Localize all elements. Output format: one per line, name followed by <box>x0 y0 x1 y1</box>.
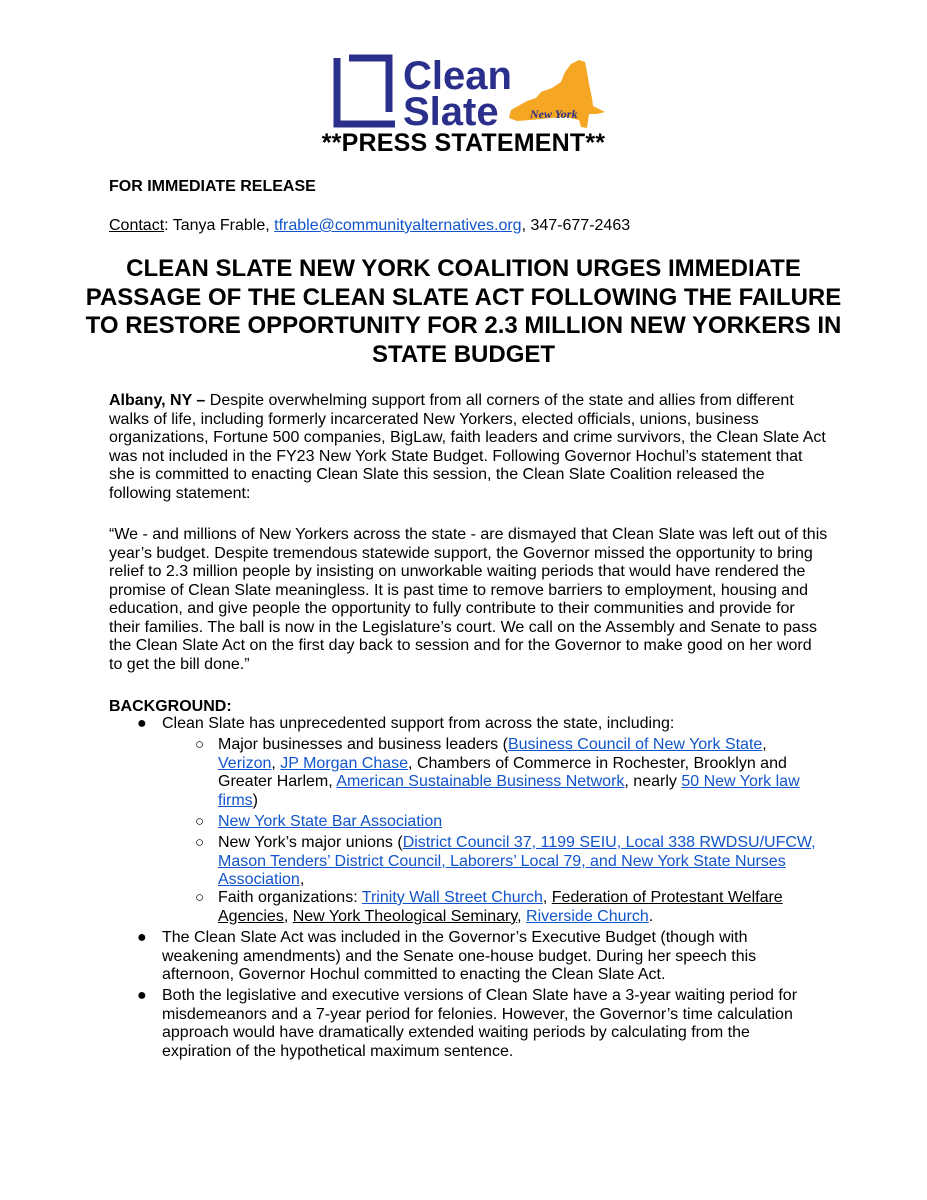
contact-email-link[interactable]: tfrable@communityalternatives.org <box>274 217 522 234</box>
sub-text: , Chambers of Commerce in Rochester, Brooklyn and Greater Harlem, <box>218 754 787 790</box>
logo-word-slate: Slate <box>403 90 499 134</box>
link-nysba[interactable]: New York State Bar Association <box>218 813 443 830</box>
list-item: Clean Slate has unprecedented support from across the state, including: <box>162 715 675 732</box>
press-statement-heading: **PRESS STATEMENT** <box>321 129 606 157</box>
sub-bullet-circle: ○ <box>195 813 205 830</box>
intro-text: Despite overwhelming support from all corners of the state and allies from different walks of life, including formerly incarcerated New Yorkers, elected officials, unions, business organizations, Fortune 500 companies, BigLaw, faith leaders and crime survivors, the Clean Slate Act was not included in the FY23 New York State Budget. Following Governor Hochul’s statement that she is committed to enacting Clean Slate this session, the Clean Slate Coalition released the following statement: <box>109 392 826 502</box>
sub-text: , <box>299 871 305 888</box>
bullet-dot: ● <box>137 929 147 946</box>
contact-phone: , 347-677-2463 <box>521 217 631 234</box>
sub-list-item-bar <box>218 813 818 832</box>
sub-bullet-circle: ○ <box>195 736 205 753</box>
sub-text: Major businesses and business leaders ( <box>218 736 508 753</box>
link-riverside[interactable]: Riverside Church <box>526 907 649 925</box>
sub-text: , nearly <box>624 773 682 790</box>
sub-text: New York’s major unions ( <box>218 834 403 851</box>
bullet-dot: ● <box>137 987 147 1004</box>
sub-bullet-circle: ○ <box>195 889 205 906</box>
logo-state-name: New York <box>530 107 578 121</box>
sub-text: , <box>762 736 767 753</box>
statement-quote: “We - and millions of New Yorkers across the state - are dismayed that Clean Slate was left out of this year’s budget. Despite tremendous statewide support, the Governor missed the opportunity to bring relief to 2.3 million people by insisting on unworkable waiting periods that would have rendered the promise of Clean Slate meaningless. It is past time to remove barriers to employment, housing and education, and give people the opportunity to fully contribute to their communities and provide for their families. The ball is now in the Legislature’s court. We call on the Assembly and Senate to pass the Clean Slate Act on the first day back to session and for the Governor to make good on her word to get the bill done.” <box>109 526 828 673</box>
sub-list-item-businesses <box>218 736 818 810</box>
link-business-council[interactable]: Business Council of New York State <box>507 736 763 753</box>
link-jp-morgan[interactable]: JP Morgan Chase <box>280 754 409 772</box>
sub-text: . <box>648 907 654 925</box>
headline: CLEAN SLATE NEW YORK COALITION URGES IMMEDIATE PASSAGE OF THE CLEAN SLATE ACT FOLLOWING THE FAILURE TO RESTORE OPPORTUNITY FOR 2.3 MILLION NEW YORKERS IN STATE BUDGET <box>85 255 842 368</box>
sub-text: , <box>542 889 552 906</box>
sub-text: Faith organizations: <box>218 889 362 906</box>
sub-text: , <box>517 907 527 925</box>
link-trinity[interactable]: Trinity Wall Street Church <box>361 889 543 906</box>
sub-text: , <box>271 754 281 772</box>
contact-name: : Tanya Frable, <box>164 217 275 234</box>
clean-slate-logo <box>331 54 611 134</box>
sub-list-item-faith <box>218 889 818 926</box>
link-law-firms[interactable]: 50 New York law firms <box>218 773 800 809</box>
sub-list-item-unions <box>218 834 818 890</box>
background-heading: BACKGROUND: <box>109 698 232 715</box>
link-fpwa[interactable]: Federation of Protestant Welfare Agencies <box>218 889 783 925</box>
dateline: Albany, NY – <box>109 392 206 409</box>
link-seminary[interactable]: New York Theological Seminary <box>292 907 518 925</box>
release-line: FOR IMMEDIATE RELEASE <box>109 178 316 195</box>
logo-word-clean: Clean <box>403 54 512 98</box>
list-item: Both the legislative and executive versions of Clean Slate have a 3-year waiting period for misdemeanors and a 7-year period for felonies. However, the Governor’s time calculation approach would have dramatically extended waiting periods by calculating from the expiration of the hypothetical maximum sentence. <box>162 987 798 1060</box>
link-verizon[interactable]: Verizon <box>218 754 272 772</box>
link-asbn[interactable]: American Sustainable Business Network <box>336 773 625 790</box>
contact-line <box>109 217 630 235</box>
intro-paragraph <box>109 392 829 503</box>
contact-label: Contact <box>109 217 165 234</box>
link-unions[interactable]: District Council 37, 1199 SEIU, Local 338 RWDSU/UFCW, Mason Tenders’ District Council, Laborers’ Local 79, and New York State Nurses Association <box>218 834 816 888</box>
list-item: The Clean Slate Act was included in the Governor’s Executive Budget (though with weakening amendments) and the Senate one-house budget. During her speech this afternoon, Governor Hochul committed to enacting the Clean Slate Act. <box>162 929 757 983</box>
sub-bullet-circle: ○ <box>195 834 205 851</box>
sub-text: , <box>283 907 293 925</box>
sub-text: ) <box>252 791 258 809</box>
bullet-dot: ● <box>137 715 147 732</box>
